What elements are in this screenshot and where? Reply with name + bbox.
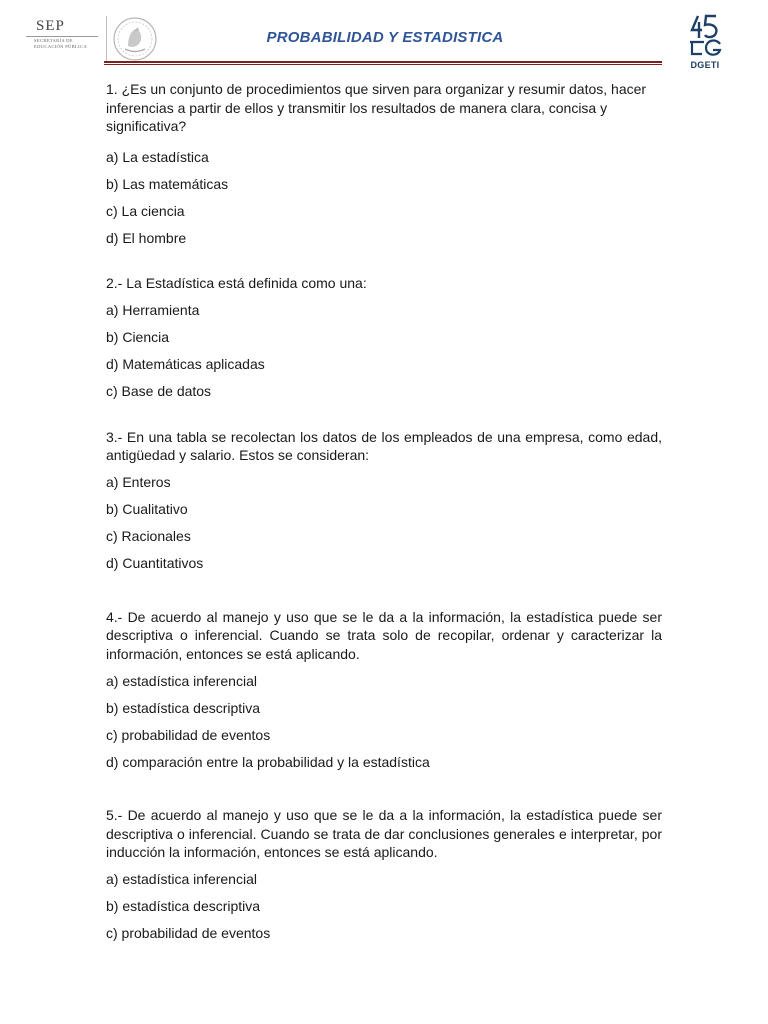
answer-option: c) probabilidad de eventos [106, 726, 271, 743]
answer-option: b) estadística descriptiva [106, 699, 261, 716]
page-header [0, 0, 768, 80]
question-block-3 [106, 428, 662, 573]
sep-logo [26, 18, 98, 58]
answer-option: c) Racionales [106, 528, 191, 544]
answer-option: b) estadística descriptiva [106, 898, 261, 914]
sep-logo-rule [26, 36, 98, 37]
header-rule [104, 61, 662, 63]
answer-option: a) Herramienta [106, 302, 200, 318]
answer-option: a) estadística inferencial [106, 672, 257, 689]
answer-option: c) Base de datos [106, 383, 212, 399]
question-text: 4.- De acuerdo al manejo y uso que se le da a la información, la estadística puede ser descriptiva o inferencial. Cuando se trata solo de recopilar, ordenar y caracterizar la información, entonces se está aplicando. [106, 608, 662, 662]
question-text: 2.- La Estadística está definida como una: [106, 275, 367, 291]
answer-option: b) Las matemáticas [106, 175, 229, 192]
answer-option: a) estadística inferencial [106, 871, 257, 887]
question-block-1 [106, 80, 662, 247]
answer-option: a) Enteros [106, 474, 171, 490]
header-rule-thin [104, 64, 662, 65]
header-divider [106, 16, 107, 62]
answer-option: d) Matemáticas aplicadas [106, 356, 265, 372]
question-block-5 [106, 806, 662, 943]
answer-option: c) probabilidad de eventos [106, 925, 271, 941]
question-block-2 [106, 274, 662, 401]
answer-option: d) El hombre [106, 229, 187, 246]
answer-option: b) Ciencia [106, 329, 170, 345]
question-text: 3.- En una tabla se recolectan los datos de los empleados de una empresa, como edad, antigüedad y salario. Estos se consideran: [106, 428, 662, 463]
document-body [106, 78, 662, 943]
question-text: 5.- De acuerdo al manejo y uso que se le da a la información, la estadística puede ser descriptiva o inferencial. Cuando se trata de dar conclusiones generales e interpretar, por inducción la información, entonces se está aplicando. [106, 807, 662, 860]
question-text: 1. ¿Es un conjunto de procedimientos que sirven para organizar y resumir datos, hacer inferencias a partir de ellos y transmitir los resultados de manera clara, concisa y significativa? [106, 81, 647, 134]
dgeti-logo-text: DGETI [690, 60, 720, 70]
answer-option: a) La estadística [106, 148, 209, 165]
national-seal-icon [112, 16, 158, 62]
sep-logo-word: SEP [36, 18, 65, 34]
sep-logo-subtitle: SECRETARÍA DE EDUCACIÓN PÚBLICA [34, 38, 87, 49]
document-title: PROBABILIDAD Y ESTADISTICA [266, 29, 504, 46]
dgeti-emblem-icon [684, 12, 726, 60]
dgeti-logo [684, 12, 726, 72]
answer-option: c) La ciencia [106, 202, 185, 219]
answer-option: d) Cuantitativos [106, 555, 204, 571]
answer-option: d) comparación entre la probabilidad y la estadística [106, 753, 430, 770]
answer-option: b) Cualitativo [106, 501, 188, 517]
question-block-4 [106, 608, 662, 772]
